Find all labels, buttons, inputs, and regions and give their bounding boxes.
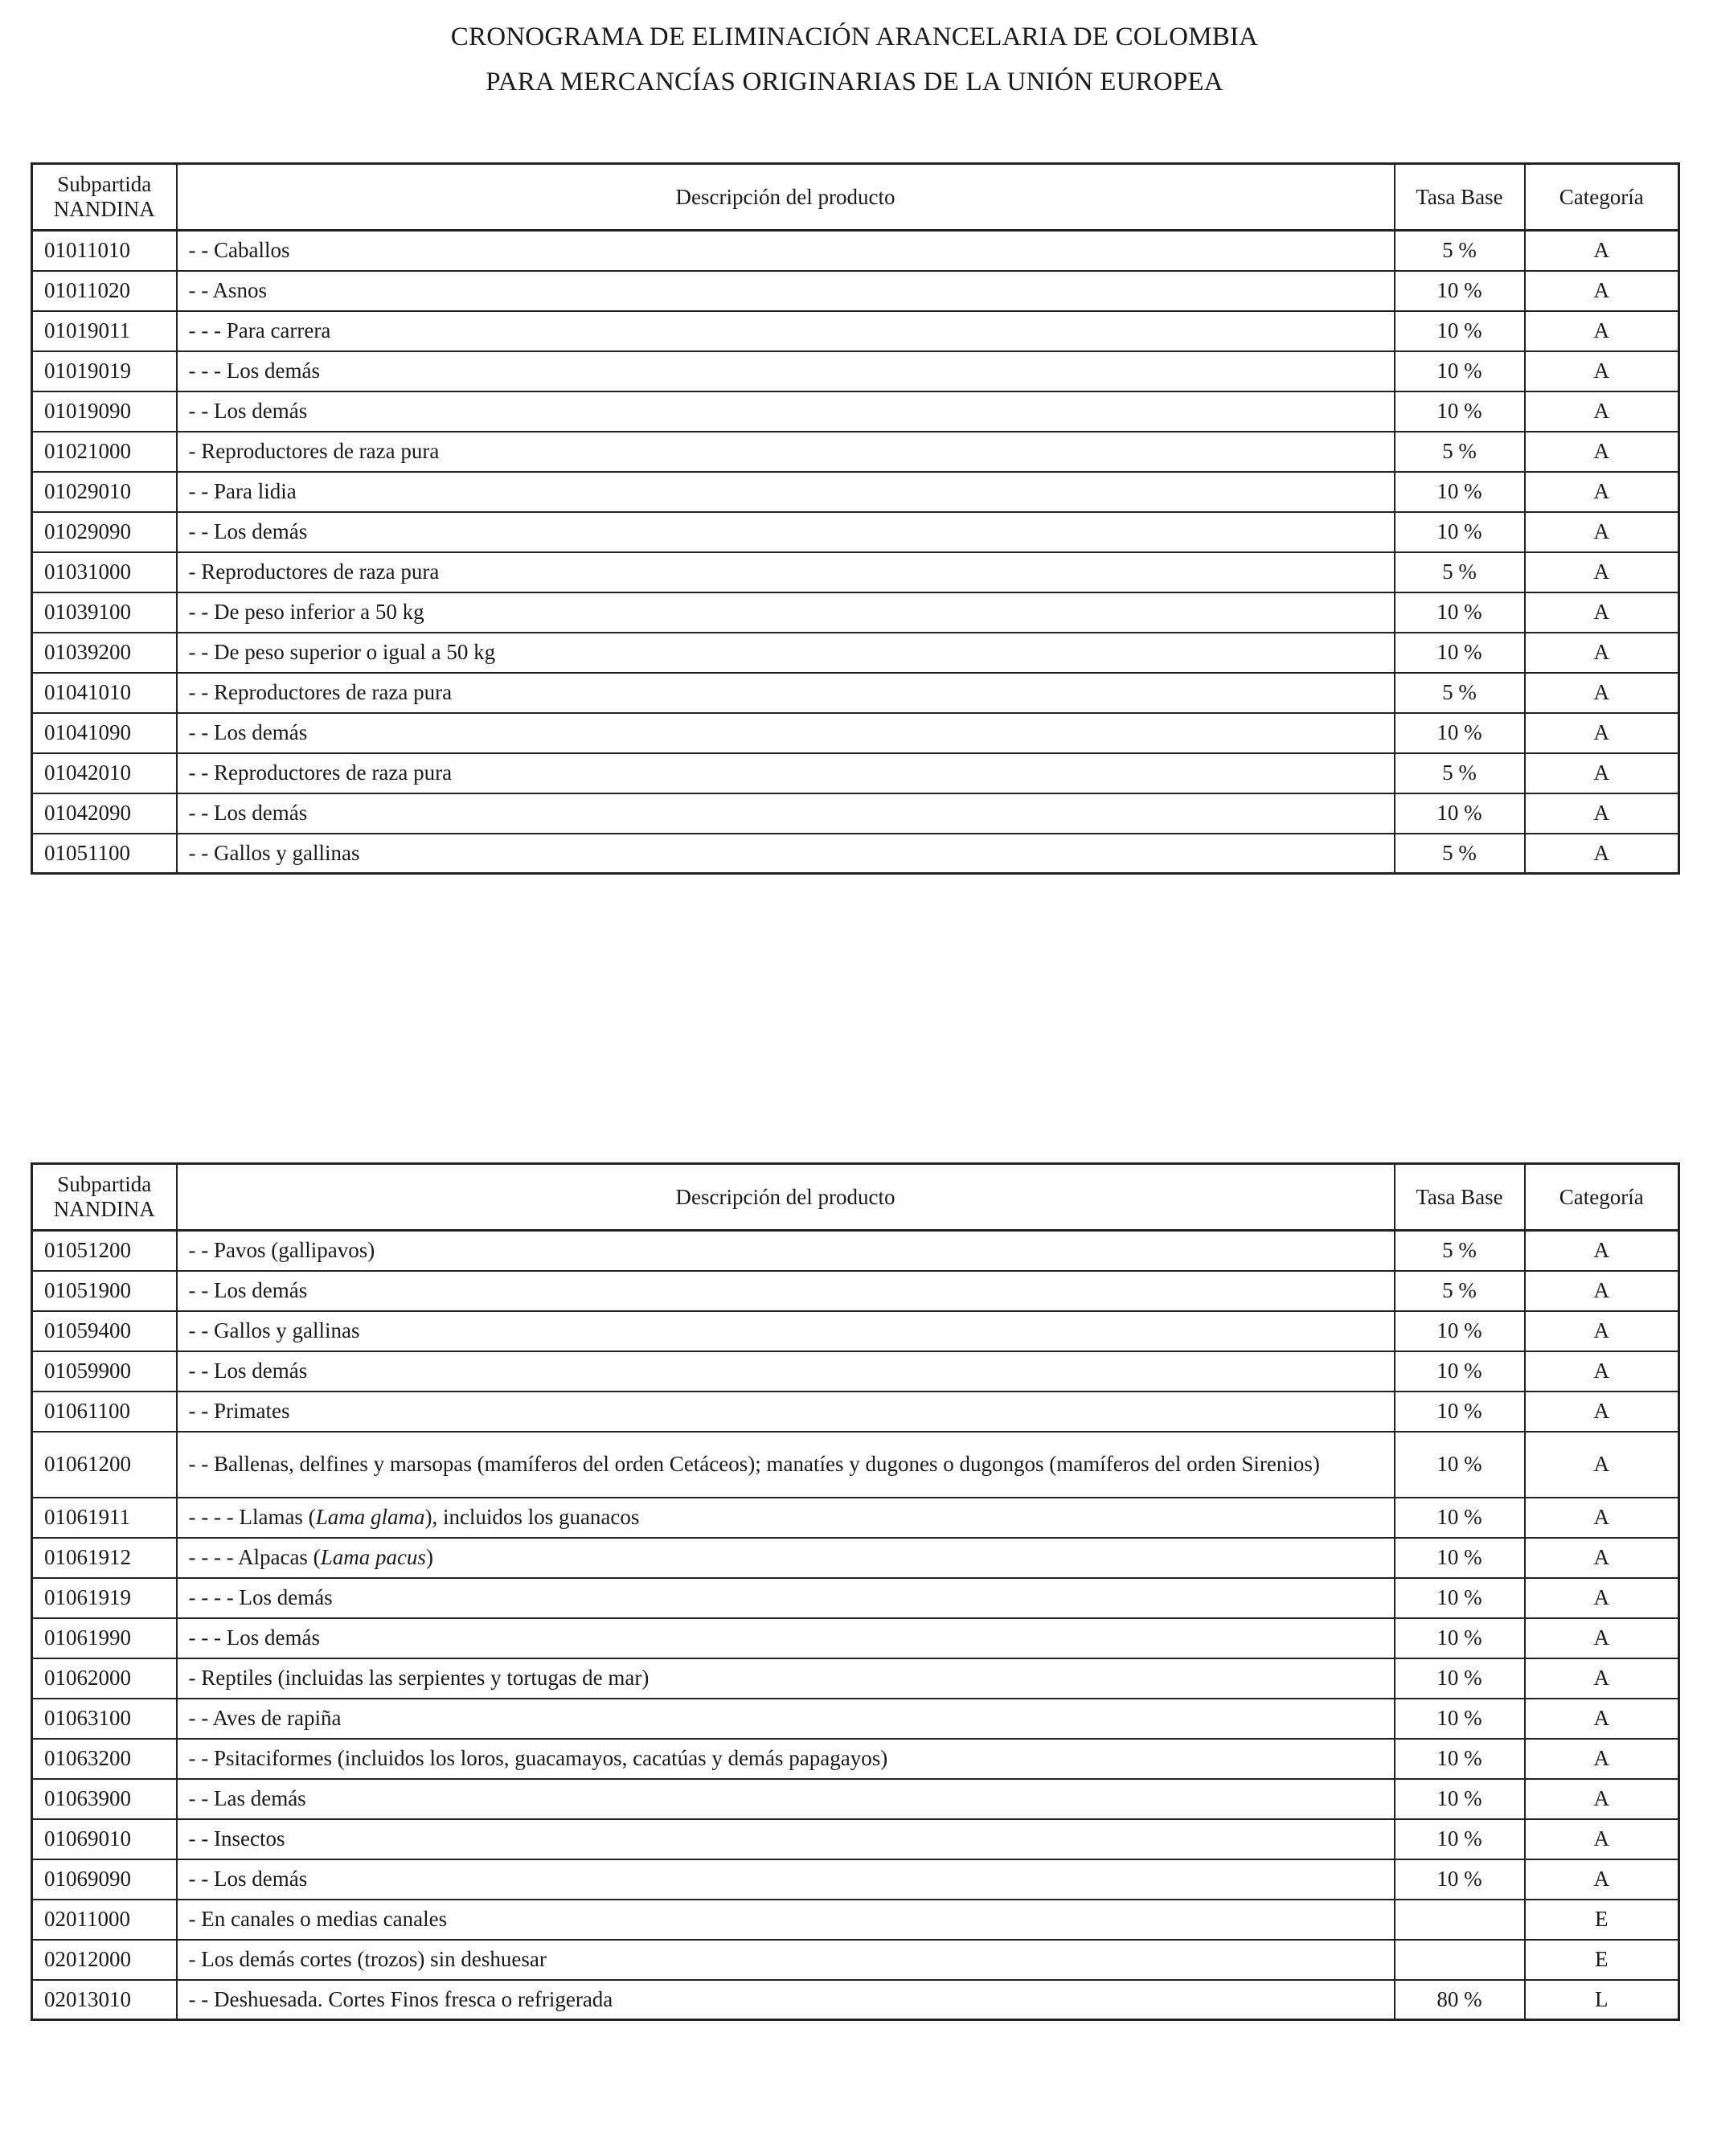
category: A: [1525, 1392, 1679, 1432]
product-description: - - De peso inferior a 50 kg: [177, 592, 1395, 633]
product-description: - En canales o medias canales: [177, 1900, 1395, 1940]
category: A: [1525, 1618, 1679, 1658]
base-rate: 10 %: [1395, 1578, 1525, 1618]
category: A: [1525, 592, 1679, 633]
table-row: [32, 713, 1679, 753]
product-description: [177, 1538, 1395, 1578]
subpartida-code: 01051900: [32, 1271, 177, 1311]
product-description: - Reptiles (incluidas las serpientes y tortugas de mar): [177, 1658, 1395, 1699]
table-row: [32, 552, 1679, 592]
base-rate: 10 %: [1395, 1392, 1525, 1432]
product-description: - - Los demás: [177, 512, 1395, 552]
product-description: - Reproductores de raza pura: [177, 432, 1395, 472]
base-rate: 10 %: [1395, 633, 1525, 673]
product-description: - - Los demás: [177, 713, 1395, 753]
subpartida-code: 01041090: [32, 713, 177, 753]
table-row: [32, 432, 1679, 472]
product-description: - - Los demás: [177, 391, 1395, 432]
product-description: - - Las demás: [177, 1779, 1395, 1819]
base-rate: 10 %: [1395, 713, 1525, 753]
subpartida-code: 01059400: [32, 1311, 177, 1351]
table-row: [32, 231, 1679, 271]
subpartida-code: 01011020: [32, 271, 177, 311]
subpartida-code: 01059900: [32, 1351, 177, 1392]
table-header-row: [32, 164, 1679, 231]
description-text: ), incluidos los guanacos: [424, 1505, 640, 1529]
subpartida-code: 01021000: [32, 432, 177, 472]
subpartida-code: 01063900: [32, 1779, 177, 1819]
product-description: - - Los demás: [177, 793, 1395, 834]
category: E: [1525, 1900, 1679, 1940]
table-row: [32, 1538, 1679, 1578]
tariff-schedule-table-1: [31, 162, 1680, 875]
table-body: [32, 1231, 1679, 2020]
product-description: - - Pavos (gallipavos): [177, 1231, 1395, 1271]
base-rate: [1395, 1900, 1525, 1940]
table-row: [32, 753, 1679, 793]
table-row: [32, 1271, 1679, 1311]
product-description: - - Aves de rapiña: [177, 1699, 1395, 1739]
category: A: [1525, 834, 1679, 874]
table-row: [32, 1819, 1679, 1859]
category: A: [1525, 1432, 1679, 1498]
table-row: [32, 1618, 1679, 1658]
category: A: [1525, 231, 1679, 271]
table-row: [32, 1940, 1679, 1980]
base-rate: 5 %: [1395, 1231, 1525, 1271]
table-row: [32, 633, 1679, 673]
base-rate: [1395, 1940, 1525, 1980]
product-description: - - Psitaciformes (incluidos los loros, guacamayos, cacatúas y demás papagayos): [177, 1739, 1395, 1779]
category: E: [1525, 1940, 1679, 1980]
category: A: [1525, 673, 1679, 713]
description-text: - - - - Alpacas (: [188, 1545, 321, 1569]
category: A: [1525, 1859, 1679, 1900]
base-rate: 10 %: [1395, 351, 1525, 391]
base-rate: 80 %: [1395, 1980, 1525, 2020]
table-row: [32, 311, 1679, 351]
subpartida-code: 02013010: [32, 1980, 177, 2020]
subpartida-code: 01062000: [32, 1658, 177, 1699]
subpartida-code: 01019019: [32, 351, 177, 391]
base-rate: 10 %: [1395, 1351, 1525, 1392]
table-row: [32, 391, 1679, 432]
table-row: [32, 1779, 1679, 1819]
category: A: [1525, 311, 1679, 351]
column-header-subpartida: Subpartida NANDINA: [32, 1164, 177, 1231]
subpartida-code: 01051200: [32, 1231, 177, 1271]
product-description: - - Reproductores de raza pura: [177, 673, 1395, 713]
category: A: [1525, 1779, 1679, 1819]
subpartida-code: 01019090: [32, 391, 177, 432]
table-row: [32, 1859, 1679, 1900]
table-row: [32, 1498, 1679, 1538]
category: A: [1525, 1819, 1679, 1859]
product-description: [177, 1498, 1395, 1538]
category: A: [1525, 1538, 1679, 1578]
column-header-description: Descripción del producto: [177, 164, 1395, 231]
subpartida-code: 01051100: [32, 834, 177, 874]
category: A: [1525, 1699, 1679, 1739]
table-row: [32, 1578, 1679, 1618]
category: L: [1525, 1980, 1679, 2020]
product-description: - - Deshuesada. Cortes Finos fresca o refrigerada: [177, 1980, 1395, 2020]
base-rate: 10 %: [1395, 391, 1525, 432]
base-rate: 10 %: [1395, 1432, 1525, 1498]
table-row: [32, 472, 1679, 512]
base-rate: 10 %: [1395, 1779, 1525, 1819]
subpartida-code: 01061200: [32, 1432, 177, 1498]
column-header-base-rate: Tasa Base: [1395, 164, 1525, 231]
category: A: [1525, 753, 1679, 793]
subpartida-code: 01069090: [32, 1859, 177, 1900]
tariff-schedule-table-2: [31, 1162, 1680, 2021]
subpartida-code: 01061919: [32, 1578, 177, 1618]
column-header-subpartida: Subpartida NANDINA: [32, 164, 177, 231]
product-description: - - De peso superior o igual a 50 kg: [177, 633, 1395, 673]
table-row: [32, 1699, 1679, 1739]
category: A: [1525, 1578, 1679, 1618]
base-rate: 10 %: [1395, 1699, 1525, 1739]
category: A: [1525, 713, 1679, 753]
base-rate: 10 %: [1395, 592, 1525, 633]
column-header-base-rate: Tasa Base: [1395, 1164, 1525, 1231]
document-title-line-1: CRONOGRAMA DE ELIMINACIÓN ARANCELARIA DE COLOMBIA: [450, 23, 1259, 51]
base-rate: 5 %: [1395, 552, 1525, 592]
table-row: [32, 271, 1679, 311]
column-header-category: Categoría: [1525, 164, 1679, 231]
base-rate: 10 %: [1395, 1498, 1525, 1538]
table-row: [32, 1658, 1679, 1699]
category: A: [1525, 793, 1679, 834]
subpartida-code: 01042090: [32, 793, 177, 834]
table-row: [32, 673, 1679, 713]
subpartida-code: 01061911: [32, 1498, 177, 1538]
category: A: [1525, 552, 1679, 592]
subpartida-code: 01011010: [32, 231, 177, 271]
base-rate: 5 %: [1395, 231, 1525, 271]
category: A: [1525, 1658, 1679, 1699]
category: A: [1525, 1271, 1679, 1311]
table-row: [32, 1392, 1679, 1432]
product-description: - - Insectos: [177, 1819, 1395, 1859]
table-row: [32, 1432, 1679, 1498]
base-rate: 10 %: [1395, 271, 1525, 311]
subpartida-code: 01019011: [32, 311, 177, 351]
table-row: [32, 512, 1679, 552]
product-description: - - Reproductores de raza pura: [177, 753, 1395, 793]
table-row: [32, 1351, 1679, 1392]
category: A: [1525, 1311, 1679, 1351]
base-rate: 5 %: [1395, 673, 1525, 713]
subpartida-code: 02012000: [32, 1940, 177, 1980]
table-row: [32, 793, 1679, 834]
table-row: [32, 1980, 1679, 2020]
base-rate: 10 %: [1395, 1538, 1525, 1578]
scientific-name: Lama glama: [315, 1505, 425, 1529]
table-row: [32, 1231, 1679, 1271]
table-row: [32, 351, 1679, 391]
product-description: - - Los demás: [177, 1271, 1395, 1311]
subpartida-code: 01061100: [32, 1392, 177, 1432]
product-description: - - Para lidia: [177, 472, 1395, 512]
base-rate: 10 %: [1395, 1819, 1525, 1859]
base-rate: 10 %: [1395, 1859, 1525, 1900]
subpartida-code: 01031000: [32, 552, 177, 592]
table-row: [32, 1739, 1679, 1779]
product-description: - - - Los demás: [177, 351, 1395, 391]
base-rate: 10 %: [1395, 1658, 1525, 1699]
table-row: [32, 592, 1679, 633]
product-description: - - Gallos y gallinas: [177, 834, 1395, 874]
category: A: [1525, 432, 1679, 472]
subpartida-code: 01061912: [32, 1538, 177, 1578]
base-rate: 10 %: [1395, 472, 1525, 512]
base-rate: 5 %: [1395, 834, 1525, 874]
category: A: [1525, 1739, 1679, 1779]
base-rate: 10 %: [1395, 793, 1525, 834]
product-description: - - Caballos: [177, 231, 1395, 271]
product-description: - - Los demás: [177, 1859, 1395, 1900]
table-row: [32, 1900, 1679, 1940]
base-rate: 10 %: [1395, 311, 1525, 351]
subpartida-code: 01042010: [32, 753, 177, 793]
table-header-row: [32, 1164, 1679, 1231]
subpartida-code: 01063100: [32, 1699, 177, 1739]
product-description: - - Primates: [177, 1392, 1395, 1432]
category: A: [1525, 472, 1679, 512]
product-description: - - - Los demás: [177, 1618, 1395, 1658]
category: A: [1525, 271, 1679, 311]
subpartida-code: 01029010: [32, 472, 177, 512]
product-description: - - - - Los demás: [177, 1578, 1395, 1618]
product-description: - - Ballenas, delfines y marsopas (mamíferos del orden Cetáceos); manatíes y dugones o dugongos (mamíferos del orden Sirenios): [177, 1432, 1395, 1498]
product-description: - - Gallos y gallinas: [177, 1311, 1395, 1351]
description-text: ): [425, 1545, 433, 1569]
category: A: [1525, 351, 1679, 391]
description-text: - - - - Llamas (: [188, 1505, 316, 1529]
subpartida-code: 01039200: [32, 633, 177, 673]
subpartida-code: 01029090: [32, 512, 177, 552]
product-description: - Los demás cortes (trozos) sin deshuesar: [177, 1940, 1395, 1980]
subpartida-code: 01039100: [32, 592, 177, 633]
category: A: [1525, 1231, 1679, 1271]
subpartida-code: 01061990: [32, 1618, 177, 1658]
base-rate: 5 %: [1395, 753, 1525, 793]
subpartida-code: 02011000: [32, 1900, 177, 1940]
category: A: [1525, 1498, 1679, 1538]
category: A: [1525, 633, 1679, 673]
table-body: [32, 231, 1679, 874]
base-rate: 10 %: [1395, 1739, 1525, 1779]
category: A: [1525, 1351, 1679, 1392]
table-row: [32, 834, 1679, 874]
base-rate: 10 %: [1395, 1311, 1525, 1351]
base-rate: 5 %: [1395, 432, 1525, 472]
table-row: [32, 1311, 1679, 1351]
column-header-category: Categoría: [1525, 1164, 1679, 1231]
product-description: - - Asnos: [177, 271, 1395, 311]
category: A: [1525, 512, 1679, 552]
product-description: - Reproductores de raza pura: [177, 552, 1395, 592]
product-description: - - Los demás: [177, 1351, 1395, 1392]
subpartida-code: 01063200: [32, 1739, 177, 1779]
subpartida-code: 01041010: [32, 673, 177, 713]
column-header-description: Descripción del producto: [177, 1164, 1395, 1231]
product-description: - - - Para carrera: [177, 311, 1395, 351]
base-rate: 10 %: [1395, 512, 1525, 552]
subpartida-code: 01069010: [32, 1819, 177, 1859]
document-title-line-2: PARA MERCANCÍAS ORIGINARIAS DE LA UNIÓN EUROPEA: [486, 68, 1223, 96]
base-rate: 10 %: [1395, 1618, 1525, 1658]
base-rate: 5 %: [1395, 1271, 1525, 1311]
category: A: [1525, 391, 1679, 432]
scientific-name: Lama pacus: [320, 1545, 426, 1569]
